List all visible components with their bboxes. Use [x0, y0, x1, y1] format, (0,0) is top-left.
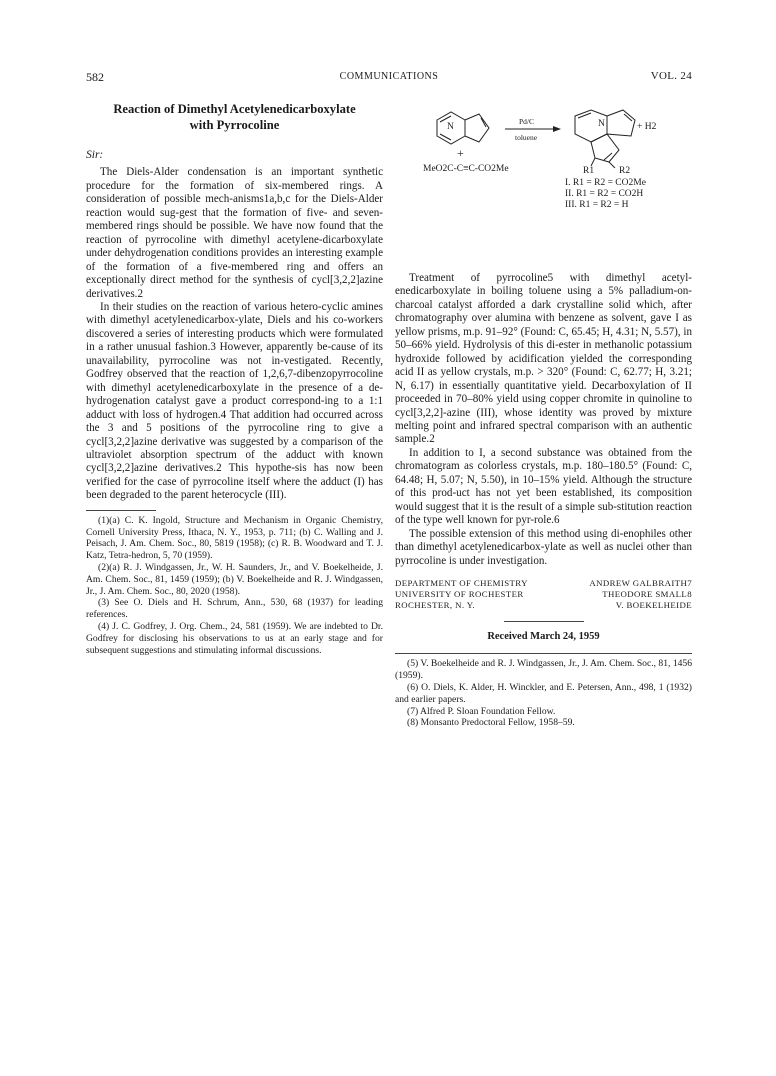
compound-i: I. R1 = R2 = CO2Me: [565, 178, 646, 188]
article-title: [86, 102, 383, 133]
volume-label: VOL. 24: [650, 70, 692, 82]
pyrrocoline-structure: [437, 112, 489, 144]
page-number: 582: [86, 70, 104, 84]
plus-sign: +: [457, 146, 464, 160]
solvent-label: toluene: [515, 133, 538, 142]
affiliation-line-3: ROCHESTER, N. Y.: [395, 599, 475, 610]
footnote-divider: [86, 510, 156, 511]
left-paragraph-2: In their studies on the reaction of various hetero-cyclic amines with dimethyl acetylenedicarbox-ylate, Diels and his co-workers discovered a series of interesting products which were formulated in a rather unusual fashion.3 However, apparently be-cause of its unavailability, pyrrocoline was not in-vestigated. Recently, Godfrey observed that the reaction of 1,2,6,7-dibenzopyrrocoline with dimethyl acetylenedicarboxylate in the presence of a de-hydrogenation catalyst gave a product correspond-ing to a 1:1 adduct with loss of hydrogen.4 That addition had occurred across the 3 and 5 positions of the pyrrocoline ring to give a cycl[3,2,2]azine derivative was suggested by a comparison of the ultraviolet absorption spectrum of the adduct with known cycl[3,2,2]azine derivatives.2 This hypothe-sis has now been verified for the case of pyrrocoline itself where the adduct (I) has been degraded to the parent heterocycle (III).: [86, 300, 383, 502]
right-paragraph-2: In addition to I, a second substance was obtained from the chromatogram as colorless crystals, m.p. 180–180.5° (Found: C, 64.48; H, 5.07; N, 5.50), in 10–15% yield. Although the structure of this prod-uct has not yet been established, its composition would suggest that it is the result of a simple sub-stitution reaction of the type well known for pyr-role.6: [395, 446, 692, 527]
right-column: [395, 102, 692, 729]
author-1: ANDREW GALBRAITH7: [589, 577, 692, 588]
footnote-2: (2)(a) R. J. Windgassen, Jr., W. H. Saunders, Jr., and V. Boekelheide, J. Am. Chem. Soc., 81, 1459 (1959); (b) V. Boekelheide and R. J. Windgassen, Jr., J. Am. Chem. Soc., 80, 2020 (1958).: [86, 561, 383, 597]
page-header: [86, 70, 692, 88]
product-n-atom: N: [598, 119, 605, 129]
title-line-2: with Pyrrocoline: [189, 117, 280, 132]
received-date: Received March 24, 1959: [487, 630, 600, 642]
left-paragraph-1: The Diels-Alder condensation is an important synthetic procedure for the formation of six-membered rings. A consideration of possible mech-anisms1a,b,c for the Diels-Alder reaction would sug-gest that the formation of five- and seven-membered rings should be possible. We have now found that the reaction of pyrrocoline with dimethyl acetylene-dicarboxylate under dehydrogenation conditions provides an interesting example of the formation of a five-membered ring and offers an exceptionally direct method for the synthesis of cycl[3,2,2]azine derivatives.2: [86, 166, 383, 300]
byproduct-label: + H2: [637, 122, 657, 132]
cyclazine-structure: [575, 110, 635, 168]
footnote-5: (5) V. Boekelheide and R. J. Windgassen, Jr., J. Am. Chem. Soc., 81, 1456 (1959).: [395, 658, 693, 682]
author-3: V. BOEKELHEIDE: [615, 599, 692, 610]
left-column: [86, 102, 383, 656]
compound-iii: III. R1 = R2 = H: [565, 200, 629, 210]
reactant-n-atom: N: [447, 122, 454, 132]
author-2: THEODORE SMALL8: [602, 588, 692, 599]
right-footnote-divider: [395, 653, 692, 654]
authors: [589, 578, 692, 611]
affiliation-line-2: UNIVERSITY OF ROCHESTER: [395, 588, 524, 599]
footnote-6: (6) O. Diels, K. Alder, H. Winckler, and E. Petersen, Ann., 498, 1 (1932) and earlier papers.: [395, 682, 692, 705]
reagent-formula: MeO2C-C≡C-CO2Me: [423, 164, 509, 174]
r2-label: R2: [619, 166, 631, 176]
author-address-block: [395, 578, 692, 611]
footnote-4: (4) J. C. Godfrey, J. Org. Chem., 24, 581 (1959). We are indebted to Dr. Godfrey for disclosing his observations to us at an early stage and for subsequent suggestions and stimulating informal discussions.: [86, 620, 383, 656]
arrow-head: [553, 126, 561, 132]
footnote-1: (1)(a) C. K. Ingold, Structure and Mechanism in Organic Chemistry, Cornell University Press, Ithaca, N. Y., 1953, p. 711; (b) C. Walling and J. Peisach, J. Am. Chem. Soc., 80, 5819 (1958); (c) R. B. Woodward and T. J. Katz, Tetra-hedron, 5, 70 (1959).: [86, 514, 383, 562]
right-paragraph-1: Treatment of pyrrocoline5 with dimethyl acetyl-enedicarboxylate in boiling toluene using a 5% palladium-on-charcoal catalyst afforded a dark crystalline solid which, after chromatography over alumina with benzene as solvent, gave I as yellow prisms, m.p. 91–92° (Found: C, 65.45; H, 4.31; N, 5.57), in 50–66% yield. Hydrolysis of this di-ester in methanolic potassium hydroxide followed by acidification yielded the corresponding acid II as yellow crystals, m.p. > 320° (Found: C, 62.77; H, 3.21; N, 6.17) in essentially quantitative yield. Decarboxylation of II proceeded in 70–80% yield using copper chromite in quinoline to cycl[3,2,2]-azine (III), whose identity was proved by mixture melting point and infrared spectral comparison with an authentic sample.2: [395, 272, 692, 446]
right-paragraph-3: The possible extension of this method using di-enophiles other than dimethyl acetylenedicarbox-ylate as well as nuclei other than pyrrocoline is under investigation.: [395, 527, 692, 567]
received-divider: [504, 621, 584, 622]
journal-section: COMMUNICATIONS: [339, 71, 439, 82]
footnote-8: (8) Monsanto Predoctoral Fellow, 1958–59.: [407, 717, 575, 729]
footnote-7: (7) Alfred P. Sloan Foundation Fellow.: [407, 705, 556, 717]
title-line-1: Reaction of Dimethyl Acetylenedicarboxylate: [113, 102, 356, 116]
salutation: Sir:: [86, 149, 104, 161]
affiliation: [395, 578, 528, 611]
r1-label: R1: [583, 166, 595, 176]
compound-ii: II. R1 = R2 = CO2H: [565, 189, 644, 199]
reaction-scheme: [395, 102, 692, 272]
footnote-3: (3) See O. Diels and H. Schrum, Ann., 530, 68 (1937) for leading references.: [86, 597, 383, 621]
affiliation-line-1: DEPARTMENT OF CHEMISTRY: [395, 577, 528, 588]
catalyst-label: Pd/C: [519, 117, 535, 126]
